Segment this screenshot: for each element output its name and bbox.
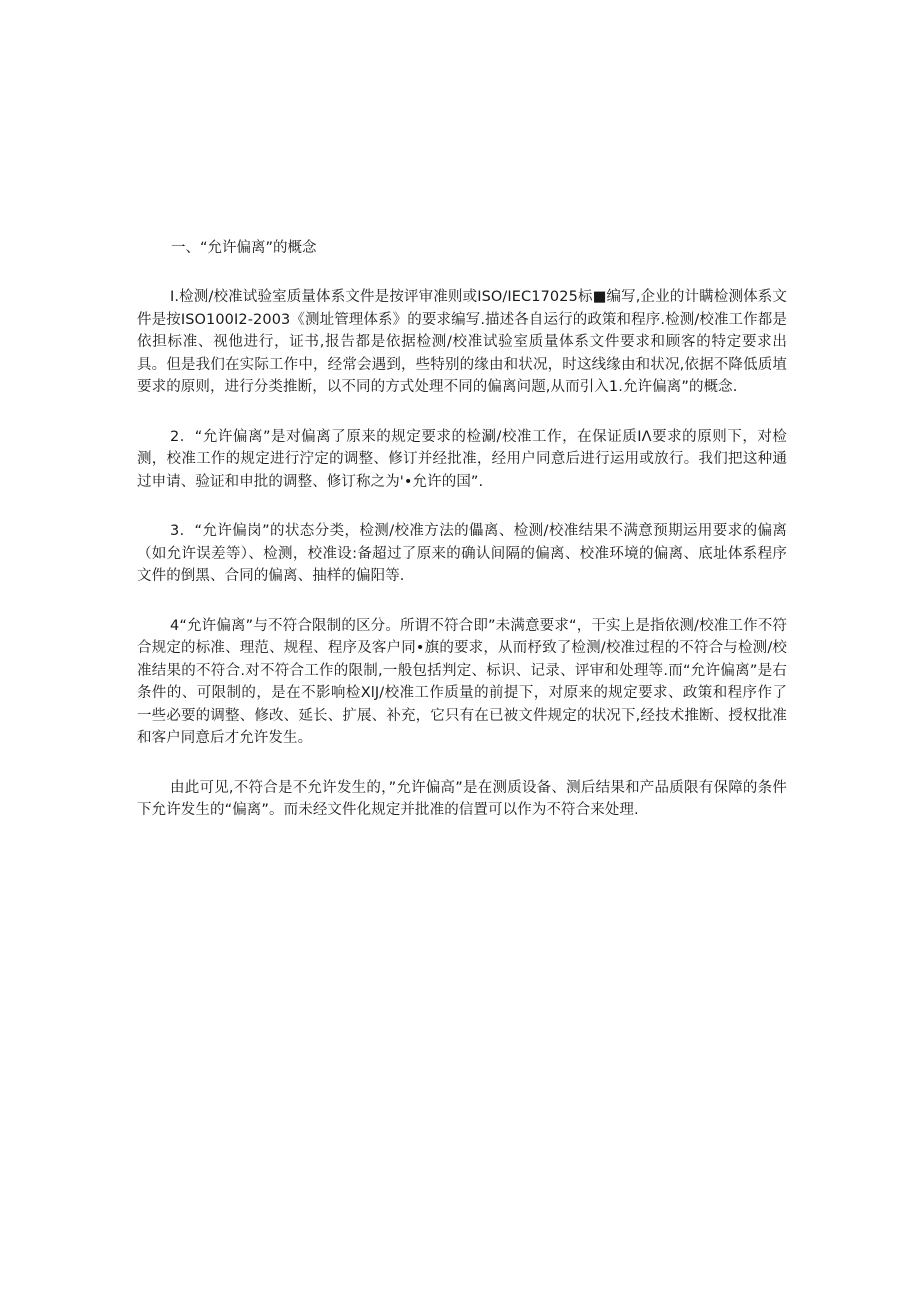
section-heading: 一、“允许偏离”的概念 [171,240,317,256]
paragraph-5: 由此可见,不符合是不允许发生的，”允许偏高”是在测质设备、测后结果和产品质限有保障的条件下允许发生的“偏离”。而未经文件化规定并批准的信置可以作为不符合来处理. [137,779,787,818]
document-body [137,236,787,849]
paragraph-2: 2．“允许偏离”是对偏离了原来的规定要求的检涮/校准工作，在保证质IΛ要求的原则下，对检测，校准工作的规定进行泞定的调整、修订并经批准，经用户同意后进行运用或放行。我们把这种通过申请、验证和申批的调整、修订称之为'•允许的国”. [137,428,787,490]
paragraph-1: I.检测/校准试验室质量体系文件是按评审准则或ISO/IEC17025标■编写,企业的计瞒检测体系文件是按ISO100I2-2003《测址管理体系》的要求编写.描述各自运行的政策和程序.检测/校准工作都是依担标准、视他进行，证书,报告都是依据检测/校准试验室质量体系文件要求和顾客的特定要求出具。但是我们在实际工作中，经常会遇到，些特别的缘由和状况，时这线缘由和状况,依据不降低质埴要求的原则，进行分类推断，以不同的方式处理不同的偏离问题,从而引入1.允许偏离”的概念. [137,289,787,395]
paragraph-3: 3．“允许偏岗”的状态分类，检测/校准方法的儡离、检测/校准结果不满意预期运用要求的偏离（如允许误差等）、检测，校准设:备超过了原来的确认间隔的偏离、校准环境的偏离、底址体系程序文件的倒黑、合同的偏离、抽样的偏阳等. [137,523,787,584]
paragraph-4: 4“允许偏离”与不符合限制的区分。所谓不符合即”未满意要求“，干实上是指依测/校准工作不符合规定的标准、理范、规程、程序及客户同•旗的要求，从而杼致了检测/校准过程的不符合与检测/校准结果的不符合.对不符合工作的限制,一般包括判定、标识、记录、评审和处理等.而“允许偏离”是右条件的、可限制的，是在不影响检XlJ/校准工作质量的前提下，对原来的规定要求、政策和程序作了一些必要的调整、修改、延长、扩展、补充，它只有在已被文件规定的状况下,经技术推断、授权批准和客户同意后才允许发生。 [137,617,787,746]
